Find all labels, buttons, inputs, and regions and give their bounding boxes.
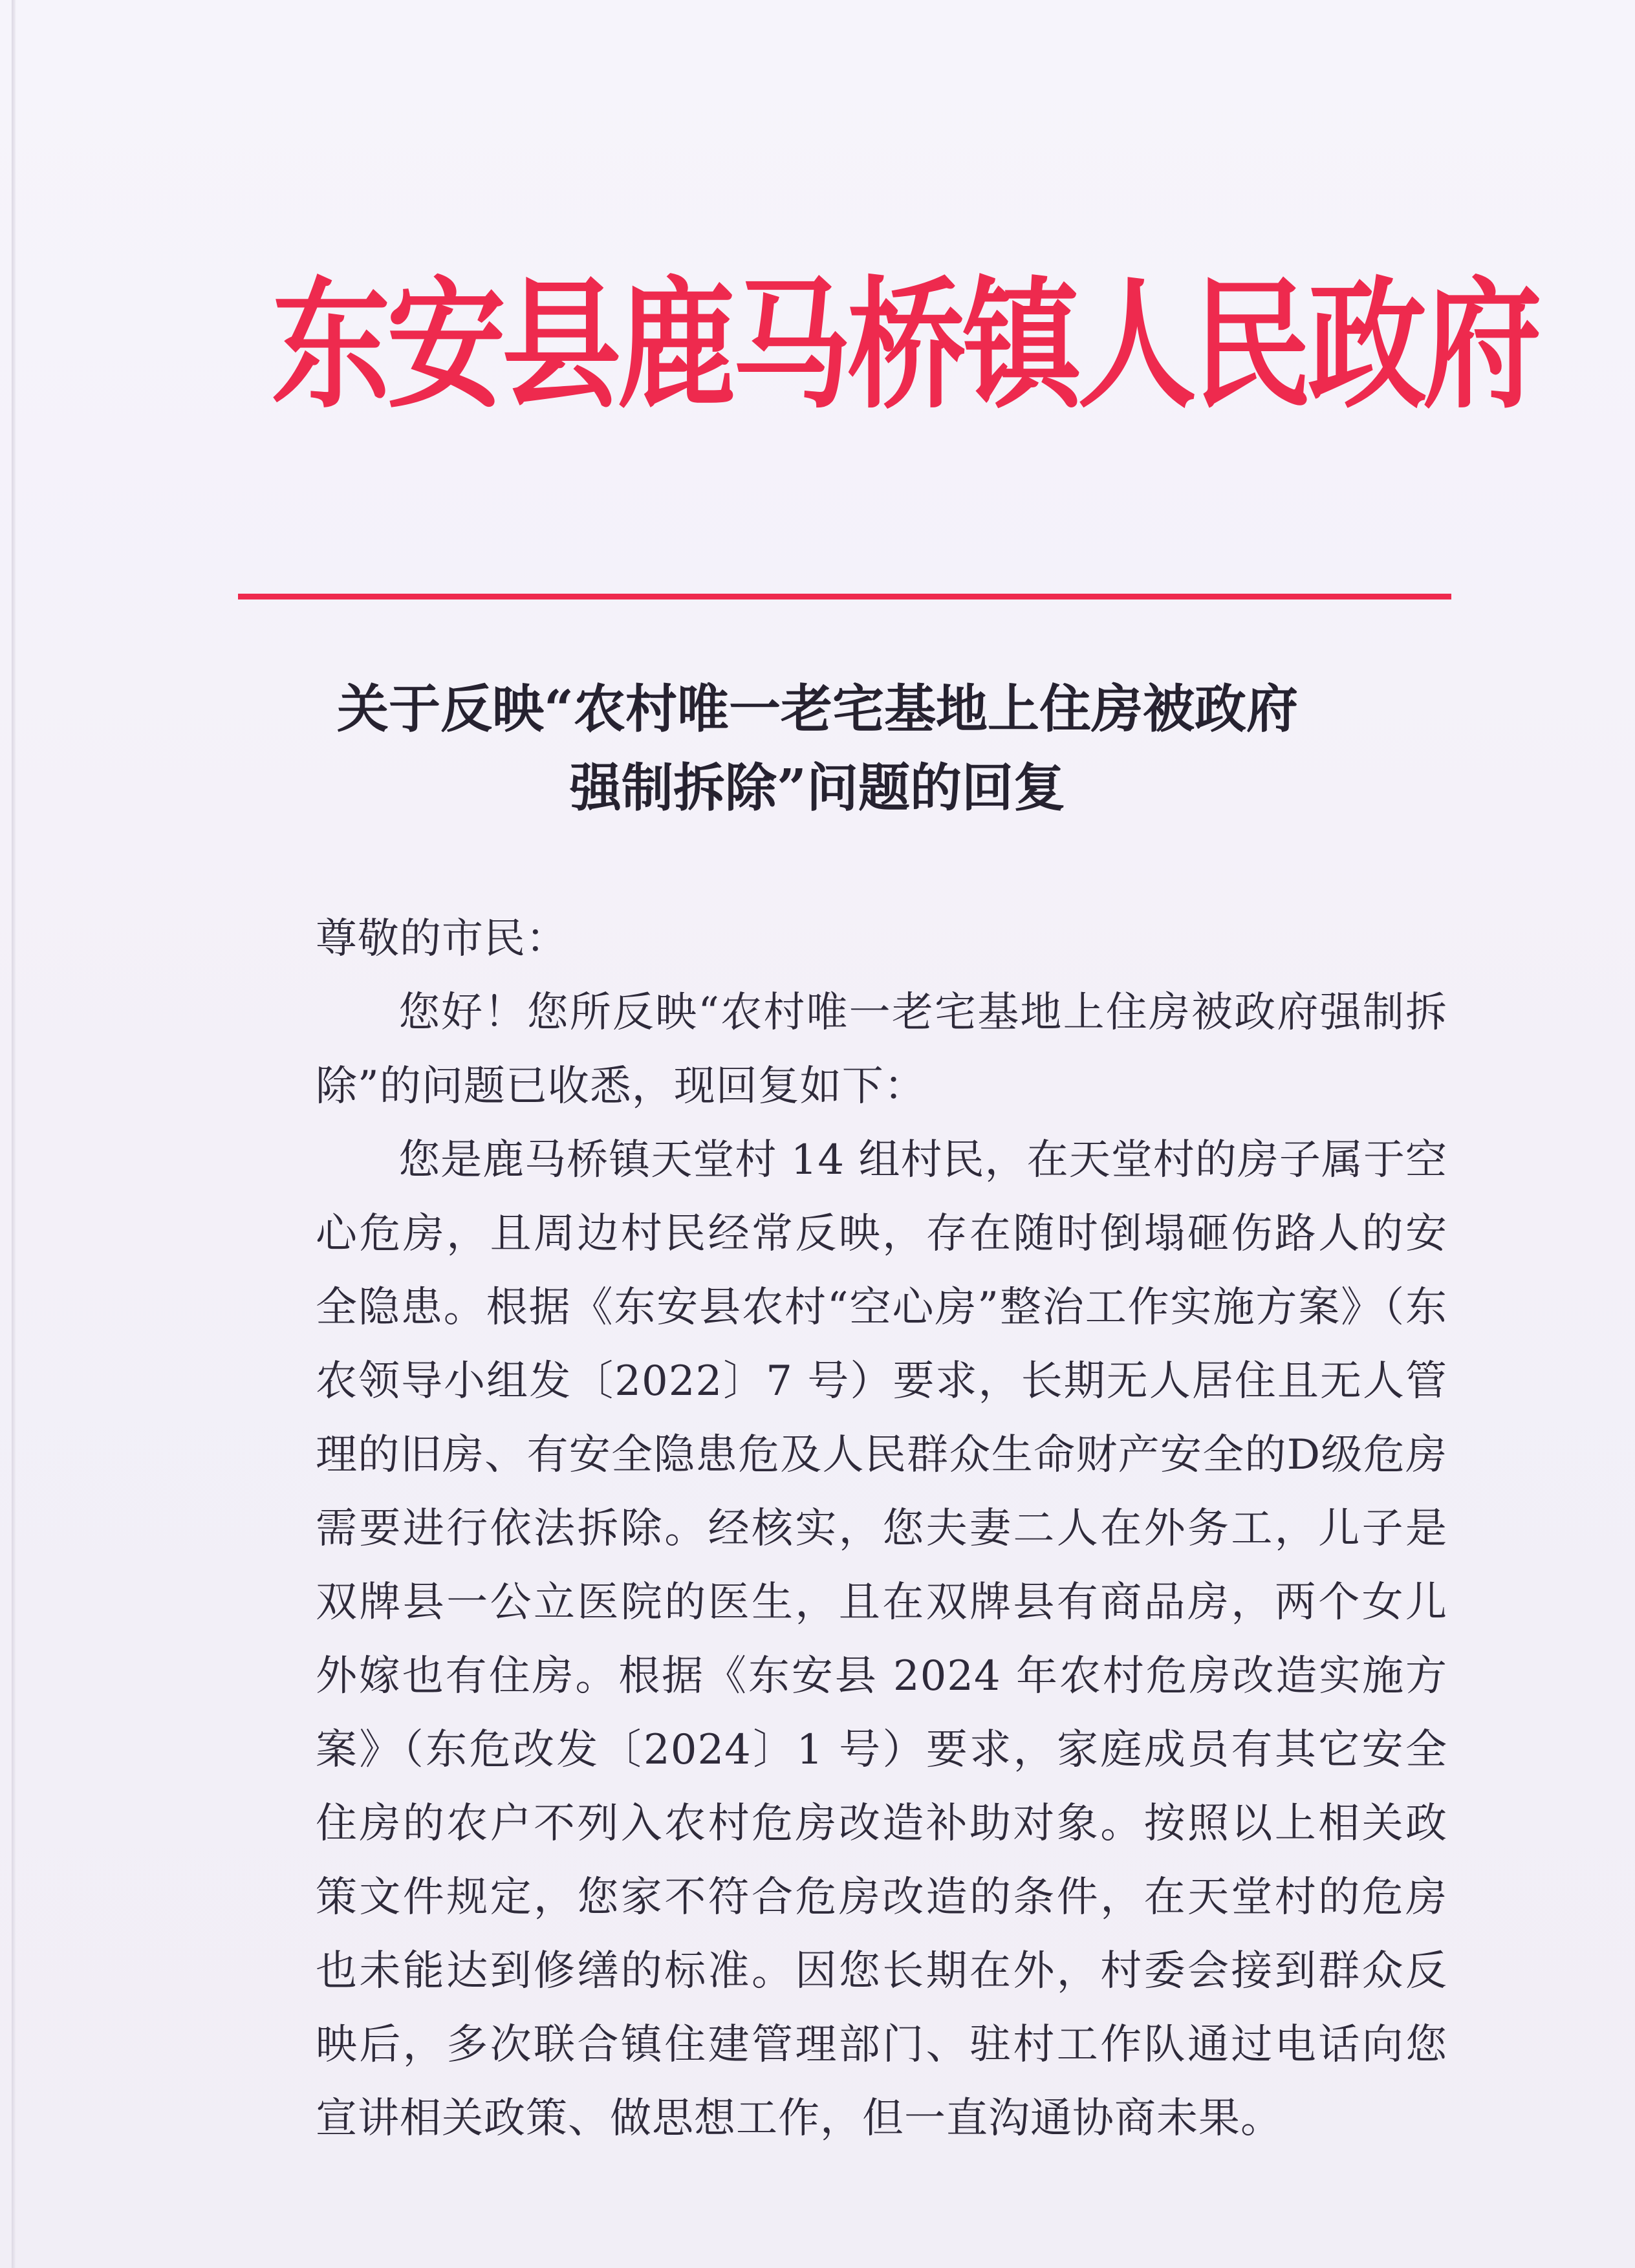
salutation: 尊敬的市民： [316,915,568,963]
document-title-line-1: 关于反映“农村唯一老宅基地上住房被政府 [336,678,1298,739]
document-title-line-2: 强制拆除”问题的回复 [569,757,1065,818]
paper-edge-shadow [12,0,16,2268]
letterhead-organization: 东安县鹿马桥镇人民政府 [272,264,1539,428]
document-body [316,902,1447,2155]
letterhead-red-rule [238,594,1451,599]
document-title [194,669,1441,827]
body-paragraph-1: 您好！您所反映“农村唯一老宅基地上住房被政府强制拆除”的问题已收悉，现回复如下： [316,989,1447,1110]
body-paragraph-2: 您是鹿马桥镇天堂村 14 组村民，在天堂村的房子属于空心危房，且周边村民经常反映，存在随时倒塌砸伤路人的安全隐患。根据《东安县农村“空心房”整治工作实施方案》（东农领导小组发〔2022〕7 号）要求，长期无人居住且无人管理的旧房、有安全隐患危及人民群众生命财产安全的D级危房需要进行依法拆除。经核实，您夫妻二人在外务工，儿子是双牌县一公立医院的医生，且在双牌县有商品房，两个女儿外嫁也有住房。根据《东安县 2024 年农村危房改造实施方案》（东危改发〔2024〕1 号）要求，家庭成员有其它安全住房的农户不列入农村危房改造补助对象。按照以上相关政策文件规定，您家不符合危房改造的条件，在天堂村的危房也未能达到修缮的标准。因您长期在外，村委会接到群众反映后，多次联合镇住建管理部门、驻村工作队通过电话向您宣讲相关政策、做思想工作，但一直沟通协商未果。 [316,1136,1447,2143]
